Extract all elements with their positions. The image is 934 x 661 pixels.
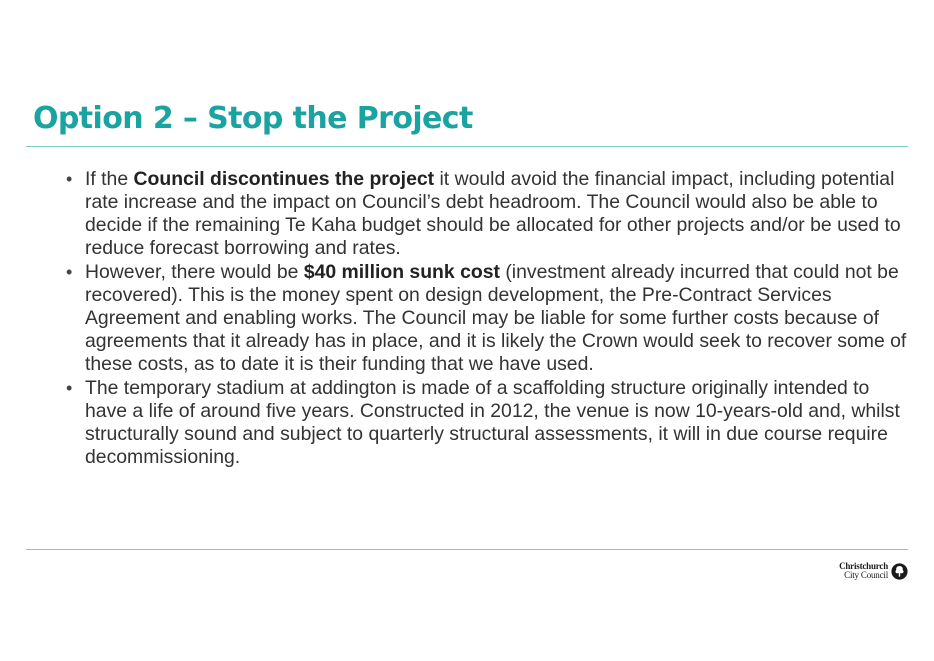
bullet-item-discontinue: • If the Council discontinues the project it would avoid the financial impact, including potential rate increase and the impact on Council’s debt headroom. The Council would also be able to decide if the remaining Te Kaha budget should be allocated for other projects and/or be used to reduce forecast borrowing and rates. xyxy=(66,168,901,260)
bullet-icon: • xyxy=(66,378,73,399)
logo-text xyxy=(839,562,888,580)
bullet-icon: • xyxy=(66,261,73,282)
bullet-emphasis: $40 million sunk cost xyxy=(303,260,500,283)
bullet-list xyxy=(63,168,908,470)
logo-line-1: Christchurch xyxy=(839,561,888,571)
bullet-icon: • xyxy=(66,169,73,189)
bullet-item-sunk-cost: • However, there would be $40 million sunk cost (investment already incurred that could not be recovered). This is the money spent on design development, the Pre-Contract Services Agreement and enabling works. The Council may be liable for some further costs because of agreements that it already has in place, and it is likely the Crown would seek to recover some of these costs, as to date it is their funding that we have used. xyxy=(66,260,907,376)
council-logo xyxy=(839,562,908,580)
bullet-item-temporary-stadium: • The temporary stadium at addington is made of a scaffolding structure originally intended to have a life of around five years. Constructed in 2012, the venue is now 10-years-old and, whilst structurally sound and subject to quarterly structural assessments, it will in due course require decommissioning. xyxy=(66,377,900,469)
tree-icon xyxy=(891,563,908,580)
logo-line-2: City Council xyxy=(844,570,888,580)
footer-divider xyxy=(26,549,908,550)
slide-title: Option 2 – Stop the Project xyxy=(33,101,473,136)
title-divider xyxy=(26,146,908,147)
bullet-emphasis: Council discontinues the project xyxy=(133,168,435,190)
